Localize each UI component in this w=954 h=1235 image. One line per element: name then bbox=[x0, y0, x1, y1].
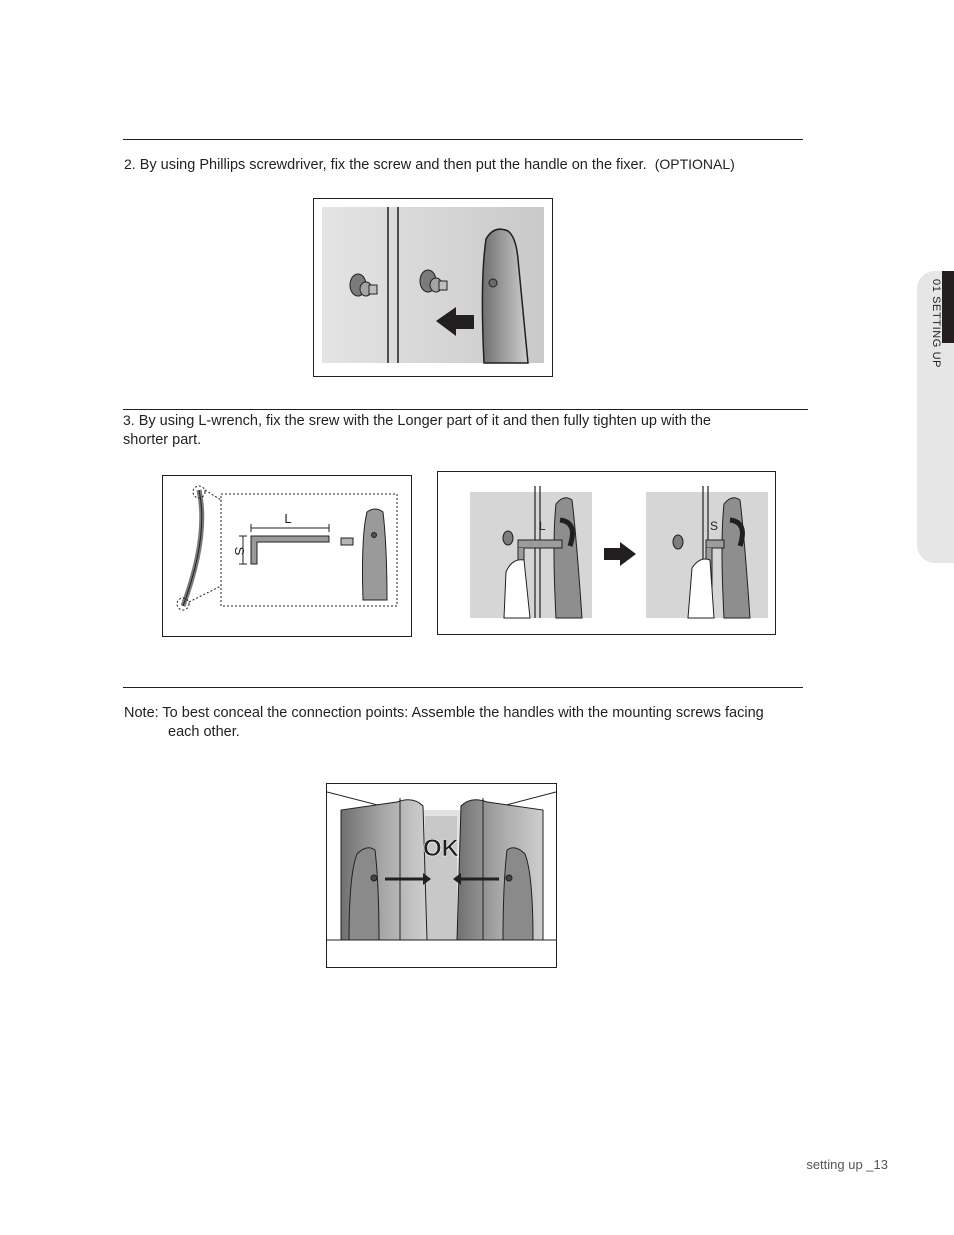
tighten-long-label: L bbox=[539, 519, 546, 533]
tighten-short-label: S bbox=[710, 519, 719, 533]
screw-fixing-figure bbox=[313, 198, 553, 377]
right-arrow-icon bbox=[604, 542, 636, 566]
step-number: 2. bbox=[124, 156, 136, 172]
section-side-tab bbox=[917, 271, 954, 563]
tightening-figure bbox=[437, 471, 776, 635]
step-instruction: By using L-wrench, fix the srew with the Longer part of it and then fully tighten up with the bbox=[138, 413, 711, 429]
note-line-2: each other. bbox=[168, 724, 240, 740]
l-wrench-figure bbox=[162, 475, 412, 637]
section-rule-top bbox=[123, 139, 803, 140]
step-number: 3. bbox=[123, 412, 135, 428]
assembly-note bbox=[124, 704, 844, 742]
section-rule-bottom bbox=[123, 687, 803, 688]
step-2-text bbox=[124, 155, 804, 175]
side-tab-label: 01 SETTING UP bbox=[930, 279, 942, 369]
step-instruction: By using Phillips screwdriver, fix the screw and then put the handle on the fixer. bbox=[139, 157, 647, 173]
step-instruction-cont: shorter part. bbox=[123, 432, 202, 448]
page-footer: setting up _13 bbox=[806, 1157, 888, 1172]
note-line-1: Note: To best conceal the connection points: Assemble the handles with the mounting screws facing bbox=[124, 705, 764, 721]
step-3-text bbox=[123, 411, 823, 450]
section-rule-middle bbox=[123, 409, 808, 410]
handle-alignment-figure bbox=[326, 783, 557, 968]
wrench-long-label: L bbox=[284, 511, 292, 526]
side-tab-marker bbox=[942, 271, 954, 343]
l-wrench-icon bbox=[251, 536, 329, 564]
ok-label: OK bbox=[423, 835, 459, 862]
wrench-short-label: S bbox=[232, 546, 247, 556]
optional-label: (OPTIONAL) bbox=[654, 156, 735, 172]
